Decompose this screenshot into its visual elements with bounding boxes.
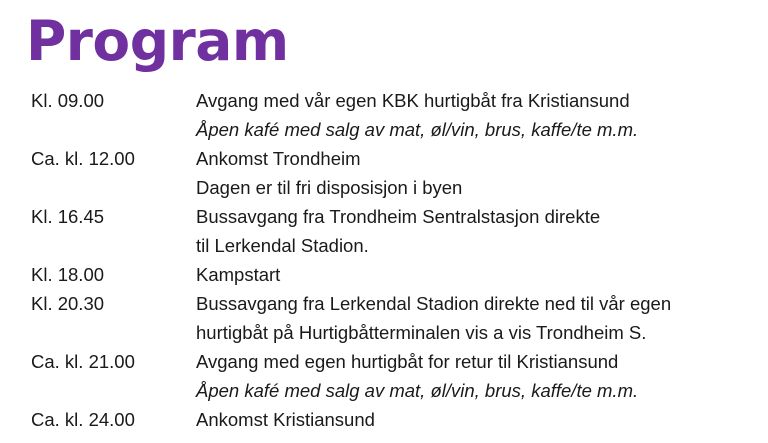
schedule-description bbox=[196, 289, 761, 347]
page-title: Program bbox=[26, 9, 289, 73]
schedule-time: Ca. kl. 21.00 bbox=[31, 351, 135, 372]
schedule-time: Kl. 18.00 bbox=[31, 264, 105, 285]
schedule-time: Kl. 16.45 bbox=[31, 206, 105, 227]
schedule-row bbox=[31, 347, 761, 405]
schedule-line: Dagen er til fri disposisjon i byen bbox=[196, 177, 463, 198]
schedule-line: Ankomst Trondheim bbox=[196, 148, 361, 169]
schedule-description bbox=[196, 202, 761, 260]
schedule-note: Åpen kafé med salg av mat, øl/vin, brus, kaffe/te m.m. bbox=[196, 119, 639, 140]
schedule-description bbox=[196, 405, 761, 434]
schedule-line: Avgang med vår egen KBK hurtigbåt fra Kristiansund bbox=[196, 90, 630, 111]
schedule-time: Kl. 20.30 bbox=[31, 293, 105, 314]
schedule-row bbox=[31, 144, 761, 202]
schedule-row bbox=[31, 202, 761, 260]
schedule-description bbox=[196, 86, 761, 144]
schedule-description bbox=[196, 347, 761, 405]
schedule-line: Ankomst Kristiansund bbox=[196, 409, 375, 430]
schedule-time: Ca. kl. 24.00 bbox=[31, 409, 135, 430]
schedule-line: Avgang med egen hurtigbåt for retur til Kristiansund bbox=[196, 351, 619, 372]
schedule-list bbox=[31, 86, 761, 434]
schedule-note: Åpen kafé med salg av mat, øl/vin, brus, kaffe/te m.m. bbox=[196, 380, 639, 401]
schedule-row bbox=[31, 86, 761, 144]
schedule-row bbox=[31, 289, 761, 347]
schedule-line: hurtigbåt på Hurtigbåtterminalen vis a vis Trondheim S. bbox=[196, 322, 647, 343]
schedule-line: til Lerkendal Stadion. bbox=[196, 235, 369, 256]
schedule-line: Kampstart bbox=[196, 264, 281, 285]
schedule-row bbox=[31, 260, 761, 289]
schedule-line: Bussavgang fra Trondheim Sentralstasjon direkte bbox=[196, 206, 601, 227]
schedule-line: Bussavgang fra Lerkendal Stadion direkte ned til vår egen bbox=[196, 293, 672, 314]
schedule-description bbox=[196, 144, 761, 202]
schedule-description bbox=[196, 260, 761, 289]
schedule-row bbox=[31, 405, 761, 434]
schedule-time: Kl. 09.00 bbox=[31, 90, 105, 111]
schedule-time: Ca. kl. 12.00 bbox=[31, 148, 135, 169]
